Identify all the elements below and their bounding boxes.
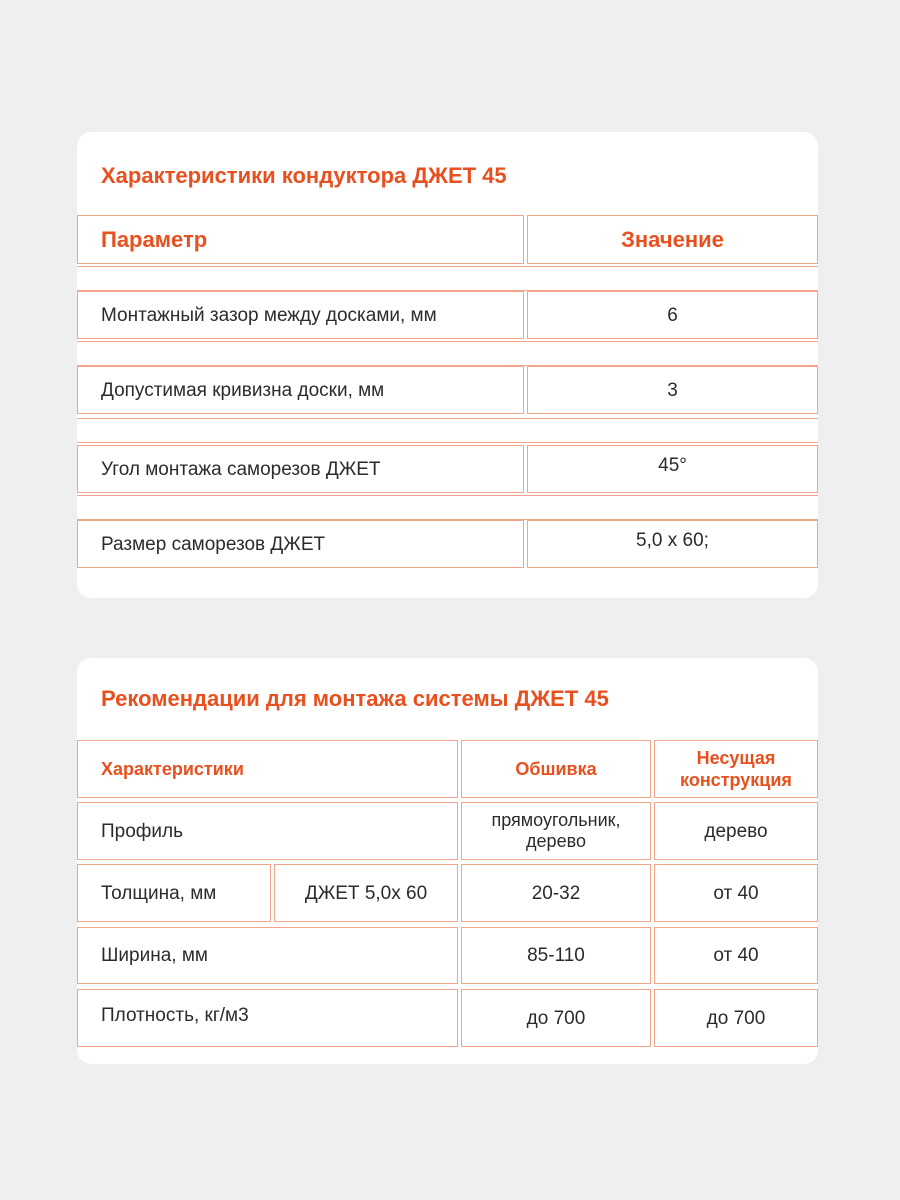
row-separator — [77, 418, 818, 443]
recommendations-title: Рекомендации для монтажа системы ДЖЕТ 45 — [101, 686, 609, 711]
row-param: Угол монтажа саморезов ДЖЕТ — [77, 445, 524, 493]
row-subtype: ДЖЕТ 5,0х 60 — [274, 864, 458, 922]
row-cladding: прямоугольник, дерево — [461, 802, 651, 860]
row-name: Ширина, мм — [77, 927, 458, 984]
row-structure: от 40 — [654, 864, 818, 922]
header-structure: Несущая конструкция — [654, 740, 818, 798]
specs-title: Характеристики кондуктора ДЖЕТ 45 — [101, 163, 507, 188]
header-value: Значение — [527, 215, 818, 264]
row-cladding: 85-110 — [461, 927, 651, 984]
header-characteristics: Характеристики — [77, 740, 458, 798]
row-structure: до 700 — [654, 989, 818, 1047]
row-param: Монтажный зазор между досками, мм — [77, 291, 524, 339]
row-cladding: 20-32 — [461, 864, 651, 922]
specs-card — [77, 132, 818, 598]
row-cladding: до 700 — [461, 989, 651, 1047]
row-name: Профиль — [77, 802, 458, 860]
row-structure: дерево — [654, 802, 818, 860]
row-separator — [77, 341, 818, 366]
row-value: 3 — [527, 366, 818, 414]
header-cladding: Обшивка — [461, 740, 651, 798]
row-value: 5,0 х 60; — [527, 520, 818, 568]
row-name: Толщина, мм — [77, 864, 271, 922]
row-structure: от 40 — [654, 927, 818, 984]
header-param: Параметр — [77, 215, 524, 264]
row-name: Плотность, кг/м3 — [77, 989, 458, 1047]
row-separator — [77, 266, 818, 291]
row-param: Размер саморезов ДЖЕТ — [77, 520, 524, 568]
recommendations-card — [77, 658, 818, 1064]
row-param: Допустимая кривизна доски, мм — [77, 366, 524, 414]
row-value: 45° — [527, 445, 818, 493]
row-value: 6 — [527, 291, 818, 339]
row-separator — [77, 495, 818, 520]
